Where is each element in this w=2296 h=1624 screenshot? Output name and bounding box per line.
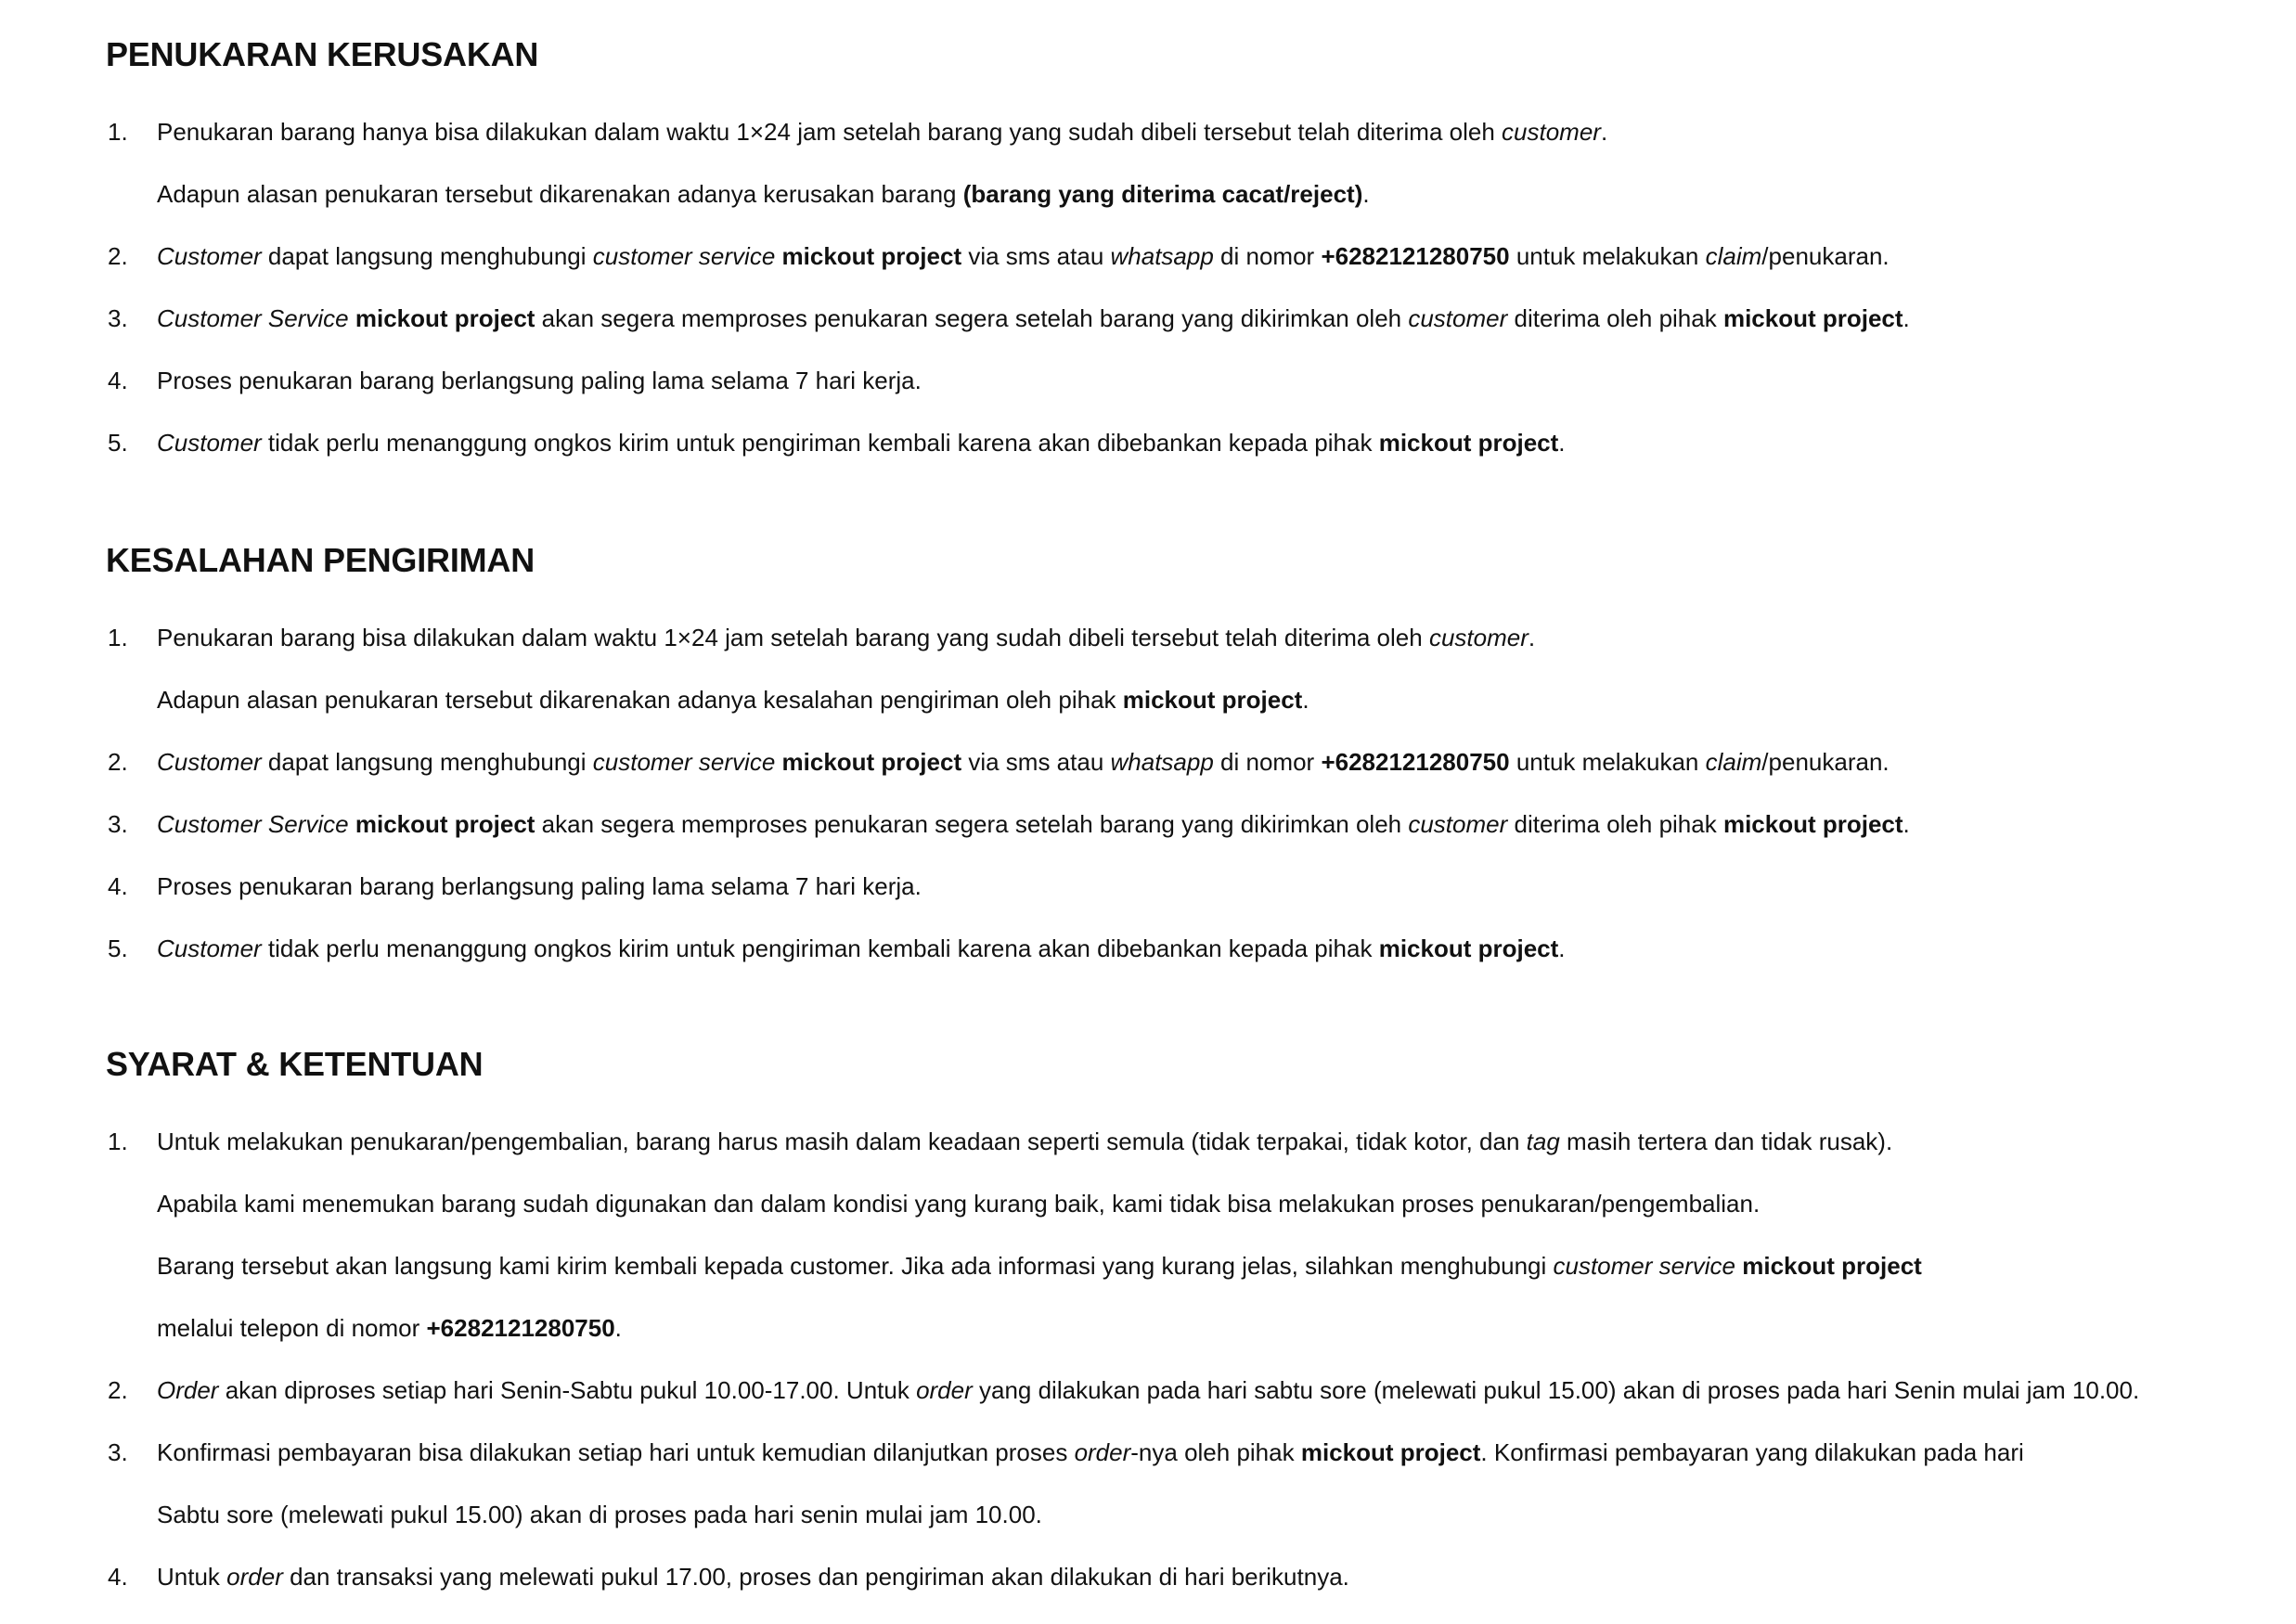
list-number: 1. (108, 624, 128, 651)
list-item (0, 619, 2296, 656)
section-title-syarat-ketentuan: SYARAT & KETENTUAN (106, 1045, 484, 1083)
section-title-penukaran-kerusakan: PENUKARAN KERUSAKAN (106, 35, 539, 73)
list-text: Adapun alasan penukaran tersebut dikarenakan adanya kerusakan barang (barang yang diterima cacat/reject). (157, 180, 1370, 208)
list-item (0, 300, 2296, 337)
list-number: 4. (108, 1563, 128, 1591)
list-item-continuation (0, 1247, 2296, 1284)
list-item (0, 743, 2296, 780)
list-text: Untuk melakukan penukaran/pengembalian, barang harus masih dalam keadaan seperti semula (tidak terpakai, tidak kotor, dan tag masih tertera dan tidak rusak). (157, 1128, 1893, 1155)
list-number: 2. (108, 1376, 128, 1404)
list-text: Sabtu sore (melewati pukul 15.00) akan di proses pada hari senin mulai jam 10.00. (157, 1501, 1042, 1528)
list-text: Proses penukaran barang berlangsung paling lama selama 7 hari kerja. (157, 872, 922, 900)
list-item (0, 424, 2296, 461)
list-text: Customer tidak perlu menanggung ongkos kirim untuk pengiriman kembali karena akan dibebankan kepada pihak mickout project. (157, 429, 1566, 457)
section-title-kesalahan-pengiriman: KESALAHAN PENGIRIMAN (106, 541, 535, 579)
list-number: 2. (108, 242, 128, 270)
list-item (0, 238, 2296, 275)
list-text: Customer dapat langsung menghubungi customer service mickout project via sms atau whatsapp di nomor +6282121280750 untuk melakukan claim/penukaran. (157, 242, 1890, 270)
list-text: Adapun alasan penukaran tersebut dikarenakan adanya kesalahan pengiriman oleh pihak mickout project. (157, 686, 1309, 714)
list-text: Apabila kami menemukan barang sudah digunakan dan dalam kondisi yang kurang baik, kami tidak bisa melakukan proses penukaran/pengembalian. (157, 1190, 1761, 1218)
list-item-continuation (0, 1496, 2296, 1533)
list-text: Customer tidak perlu menanggung ongkos kirim untuk pengiriman kembali karena akan dibebankan kepada pihak mickout project. (157, 934, 1566, 962)
list-number: 1. (108, 118, 128, 146)
list-text: Proses penukaran barang berlangsung paling lama selama 7 hari kerja. (157, 367, 922, 394)
list-item (0, 868, 2296, 905)
list-item (0, 1372, 2296, 1409)
list-item-continuation (0, 1185, 2296, 1222)
list-text: Order akan diproses setiap hari Senin-Sabtu pukul 10.00-17.00. Untuk order yang dilakukan pada hari sabtu sore (melewati pukul 15.00) akan di proses pada hari Senin mulai jam 10.00. (157, 1376, 2140, 1404)
list-text: Customer dapat langsung menghubungi customer service mickout project via sms atau whatsapp di nomor +6282121280750 untuk melakukan claim/penukaran. (157, 748, 1890, 776)
list-text: Barang tersebut akan langsung kami kirim kembali kepada customer. Jika ada informasi yang kurang jelas, silahkan menghubungi customer service mickout project (157, 1252, 1922, 1280)
list-number: 5. (108, 934, 128, 962)
list-item-continuation (0, 1309, 2296, 1347)
list-number: 4. (108, 367, 128, 394)
list-item-continuation (0, 175, 2296, 213)
list-text: Konfirmasi pembayaran bisa dilakukan setiap hari untuk kemudian dilanjutkan proses order-nya oleh pihak mickout project. Konfirmasi pembayaran yang dilakukan pada hari (157, 1438, 2024, 1466)
list-item (0, 113, 2296, 150)
list-text: Penukaran barang bisa dilakukan dalam waktu 1×24 jam setelah barang yang sudah dibeli tersebut telah diterima oleh customer. (157, 624, 1536, 651)
list-number: 4. (108, 872, 128, 900)
list-item-continuation (0, 681, 2296, 718)
list-item (0, 362, 2296, 399)
list-number: 3. (108, 1438, 128, 1466)
list-item (0, 1558, 2296, 1595)
list-number: 3. (108, 304, 128, 332)
list-number: 5. (108, 429, 128, 457)
list-number: 2. (108, 748, 128, 776)
list-text: Untuk order dan transaksi yang melewati pukul 17.00, proses dan pengiriman akan dilakukan di hari berikutnya. (157, 1563, 1349, 1591)
list-text: Penukaran barang hanya bisa dilakukan dalam waktu 1×24 jam setelah barang yang sudah dibeli tersebut telah diterima oleh customer. (157, 118, 1608, 146)
list-number: 1. (108, 1128, 128, 1155)
list-text: Customer Service mickout project akan segera memproses penukaran segera setelah barang yang dikirimkan oleh customer diterima oleh pihak mickout project. (157, 810, 1910, 838)
list-text: Customer Service mickout project akan segera memproses penukaran segera setelah barang yang dikirimkan oleh customer diterima oleh pihak mickout project. (157, 304, 1910, 332)
list-number: 3. (108, 810, 128, 838)
list-item (0, 1434, 2296, 1471)
list-item (0, 1123, 2296, 1160)
list-item (0, 930, 2296, 967)
list-text: melalui telepon di nomor +6282121280750. (157, 1314, 622, 1342)
list-item (0, 806, 2296, 843)
